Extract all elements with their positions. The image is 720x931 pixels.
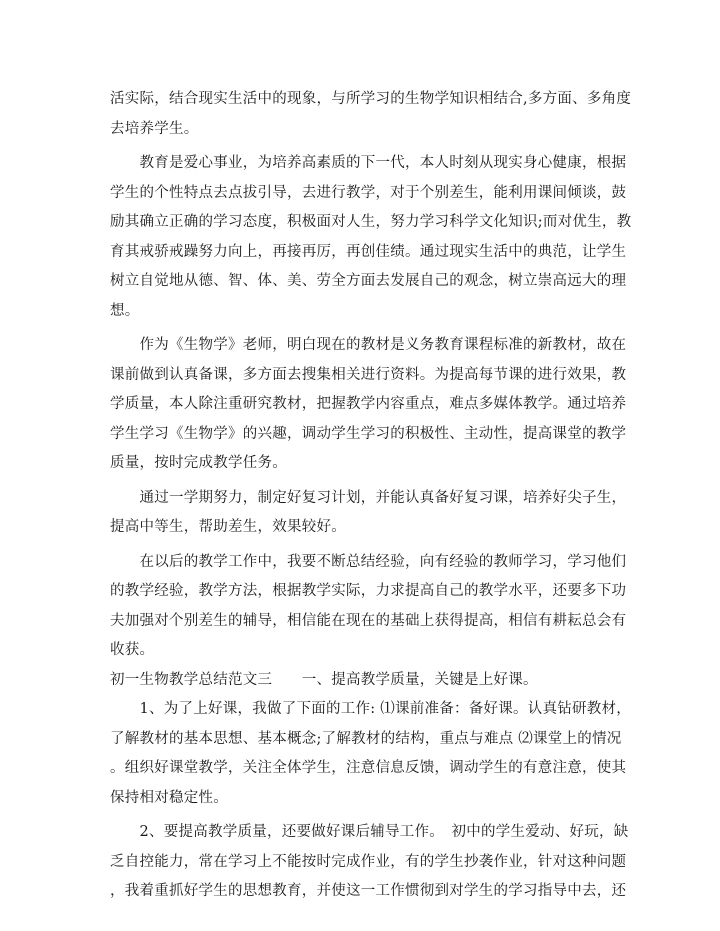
text-line: 了解教材的基本思想、基本概念;了解教材的结构，重点与难点 ⑵课堂上的情况 [110,730,622,747]
paragraph-7 [110,823,629,912]
text-line: 教育是爱心事业，为培养高素质的下一代，本人时刻从现实身心健康，根据 [110,155,627,171]
text-line: 提高中等生，帮助差生，效果较好。 [110,519,346,535]
text-line: 活实际，结合现实生活中的现象，与所学习的生物学知识相结合,多方面、多角度 [110,91,632,107]
paragraph-1 [110,90,632,149]
paragraph-3 [110,336,627,484]
text-line: 夫加强对个别差生的辅导，相信能在现在的基础上获得提高，相信有耕耘总会有 [110,612,627,629]
text-line: 课前做到认真备课，多方面去搜集相关进行资料。为提高每节课的进行效果，教 [110,366,627,383]
paragraph-2 [110,154,632,331]
paragraph-4 [110,489,627,548]
text-line: 育其戒骄戒躁努力向上，再接再厉，再创佳绩。通过现实生活中的典范，让学生 [110,243,627,260]
text-line: 想。 [110,302,140,319]
text-line: 保持相对稳定性。 [110,789,228,806]
paragraph-6 [110,700,631,818]
text-line: 学生的个性特点去点拔引导，去进行教学，对于个别差生，能利用课间倾谈，鼓 [110,184,627,201]
text-line: 2、要提高教学质量，还要做好课后辅导工作。 初中的学生爱动、好玩，缺 [110,824,629,840]
text-line: 在以后的教学工作中，我要不断总结经验，向有经验的教师学习，学习他们 [110,553,627,570]
text-line: 乏自控能力，常在学习上不能按时完成作业，有的学生抄袭作业，针对这种问题 [110,853,627,870]
text-line: 树立自觉地从德、智、体、美、劳全方面去发展自己的观念，树立崇高远大的理 [110,273,627,289]
text-line: 作为《生物学》老师，明白现在的教材是义务教育课程标准的新教材，故在 [110,337,627,353]
paragraph-5 [110,553,627,671]
text-line: 质量，按时完成教学任务。 [110,455,287,471]
text-line: 1、为了上好课，我做了下面的工作: ⑴课前准备：备好课。认真钻研教材， [110,701,631,717]
text-line: 收获。 [110,642,155,658]
text-line: 初一生物教学总结范文三 一、提高教学质量，关键是上好课。 [110,671,538,688]
text-line: 。组织好课堂教学，关注全体学生，注意信息反馈，调动学生的有意注意，使其 [110,760,627,776]
text-line: 学生学习《生物学》的兴趣，调动学生学习的积极性、主动性，提高课堂的教学 [110,425,627,442]
text-line: ，我着重抓好学生的思想教育，并使这一工作惯彻到对学生的学习指导中去，还 [110,883,627,899]
document-page [110,90,632,912]
text-line: 的教学经验，教学方法，根据教学实际，力求提高自己的教学水平，还要多下功 [110,583,627,599]
section-heading [110,671,612,701]
text-line: 学质量，本人除注重研究教材，把握教学内容重点，难点多媒体教学。通过培养 [110,396,627,412]
text-line: 通过一学期努力，制定好复习计划，并能认真备好复习课，培养好尖子生， [110,489,627,506]
text-line: 励其确立正确的学习态度，积极面对人生，努力学习科学文化知识;而对优生，教 [110,214,632,230]
text-line: 去培养学生。 [110,120,199,137]
